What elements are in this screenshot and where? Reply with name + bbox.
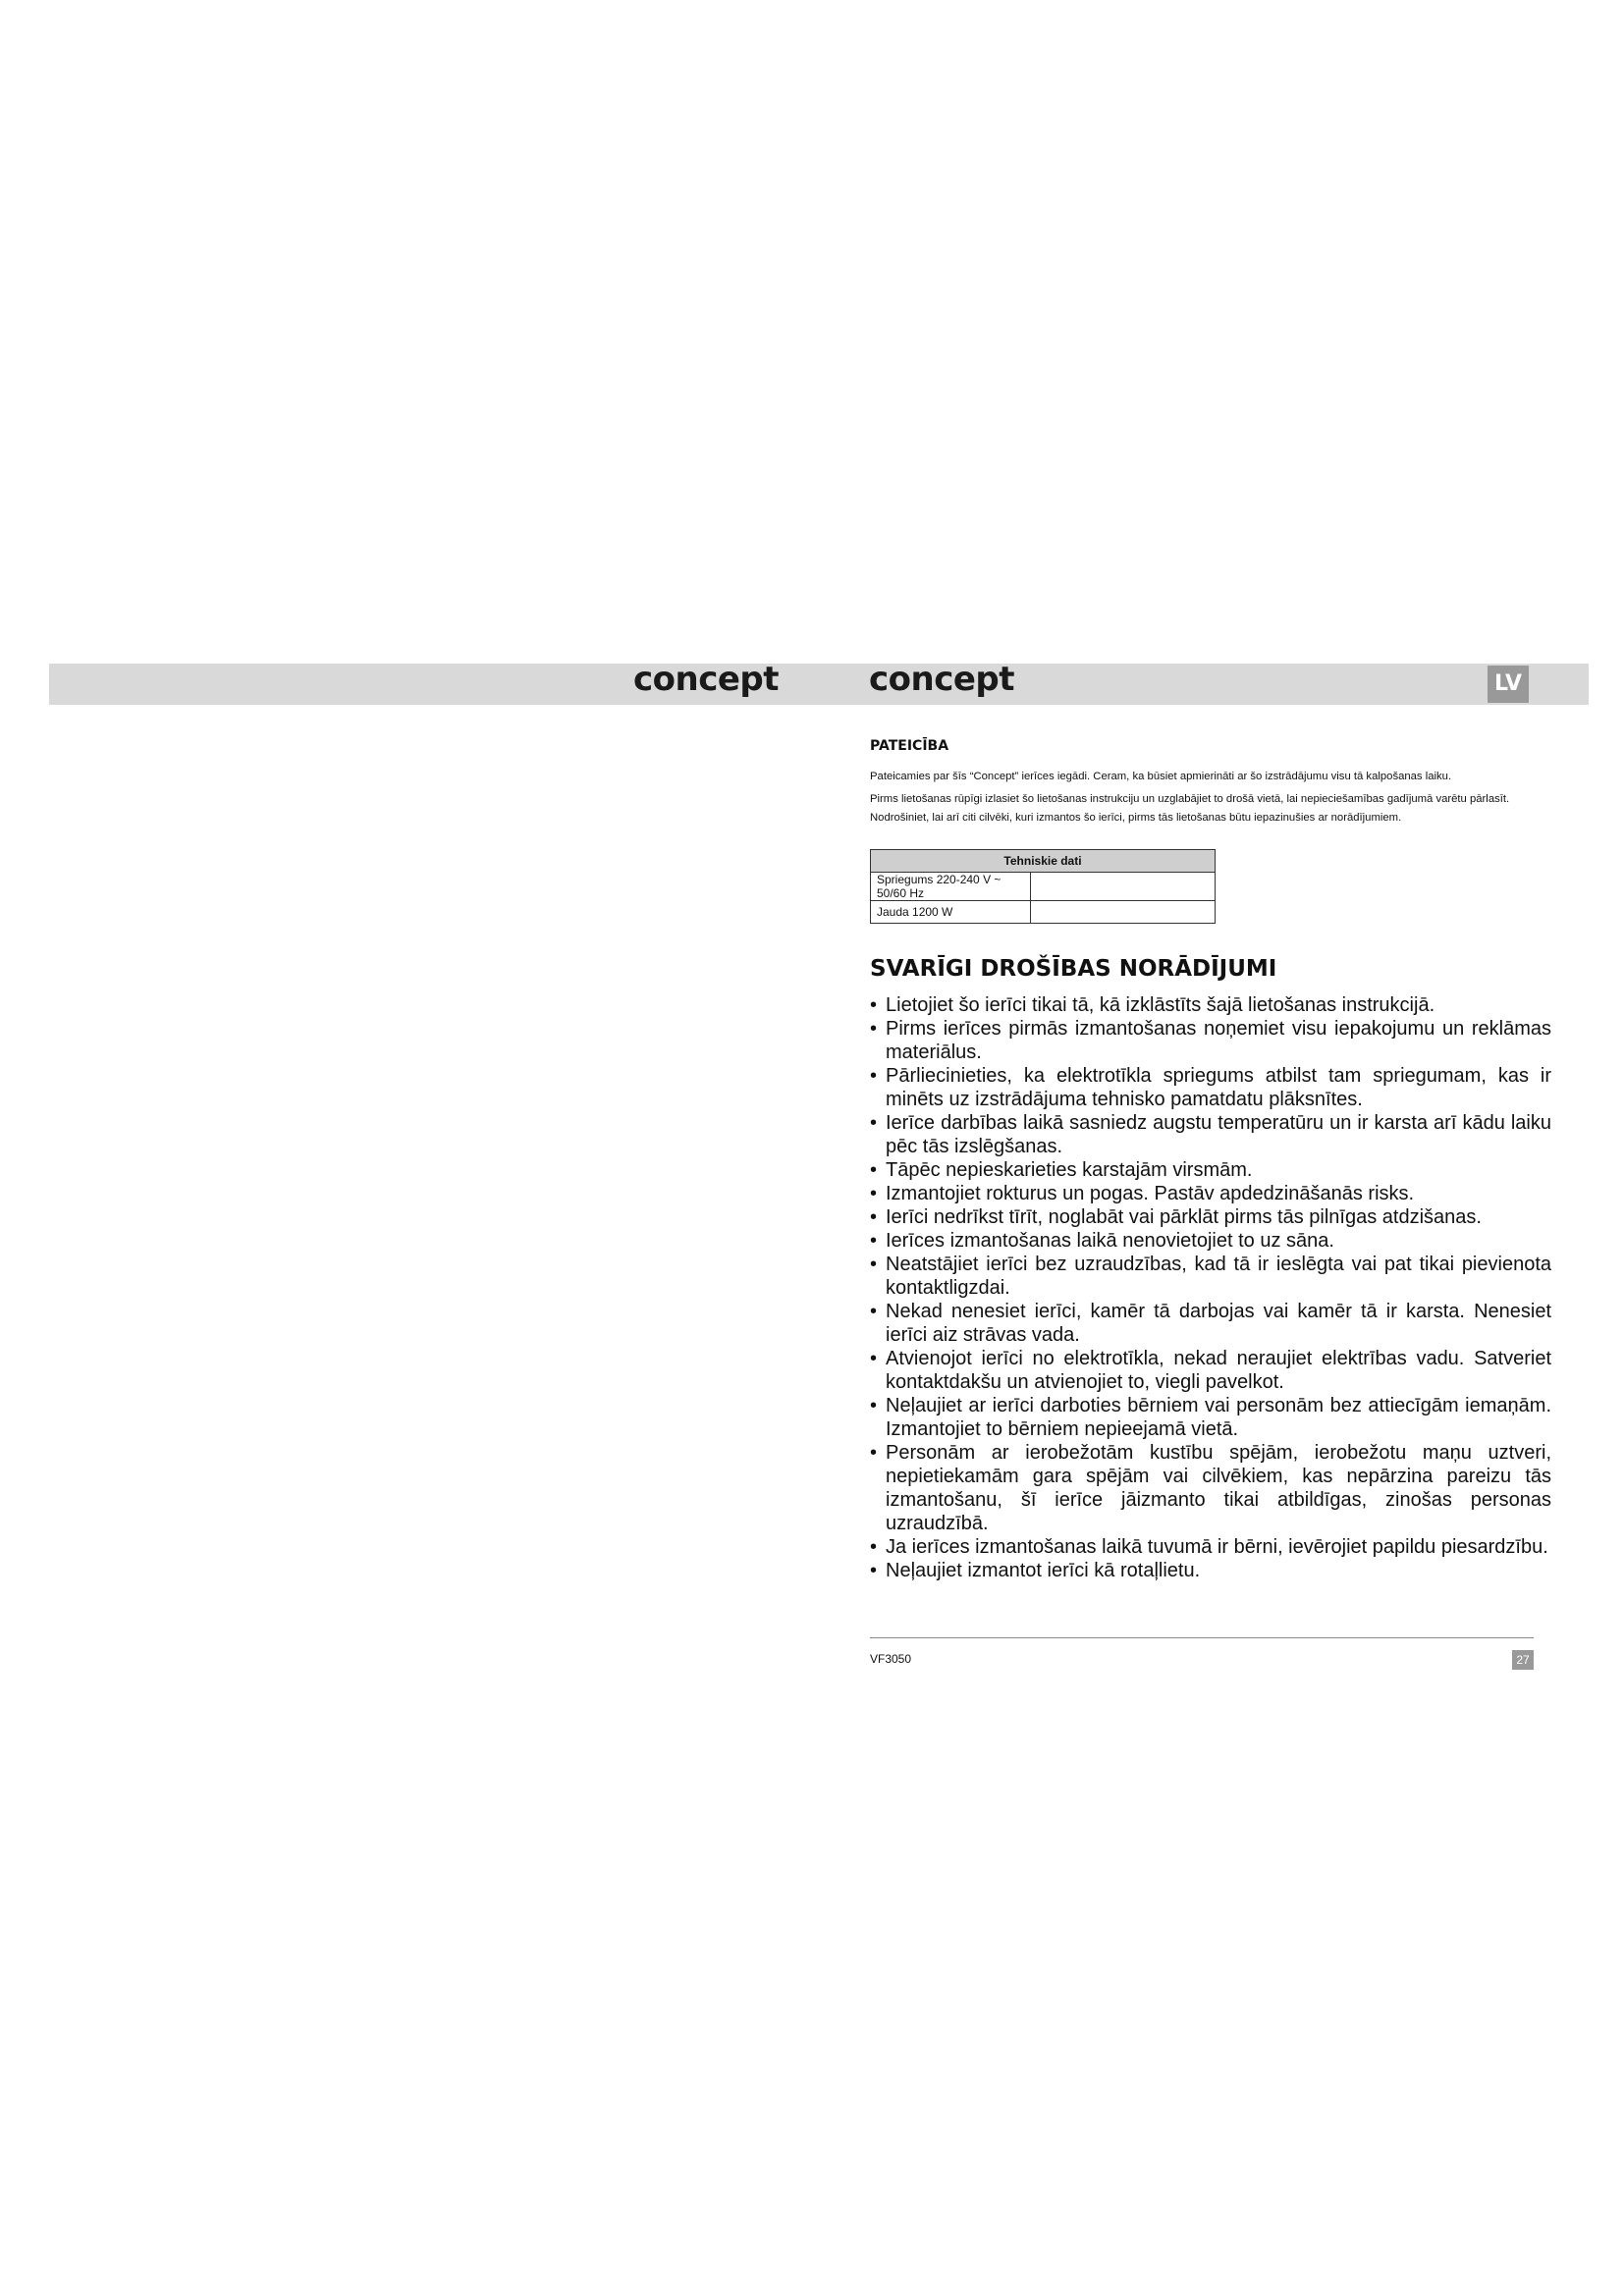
- table-row: [871, 873, 1216, 901]
- list-item: • Neļaujiet izmantot ierīci kā rotaļlietu.: [870, 1559, 1551, 1582]
- list-item: • Lietojiet šo ierīci tikai tā, kā izklāstīts šajā lietošanas instrukcijā.: [870, 993, 1551, 1017]
- list-item: • Ierīces izmantošanas laikā nenovietojiet to uz sāna.: [870, 1229, 1551, 1253]
- thanks-paragraph-2: Pirms lietošanas rūpīgi izlasiet šo lietošanas instrukciju un uzglabājiet to drošā vietā, lai nepieciešamības gadījumā varētu pārlasīt. Nodrošiniet, lai arī citi cilvēki, kuri izmantos šo ierīci, pirms tās lietošanas būtu iepazinušies ar norādījumiem.: [870, 793, 1510, 824]
- list-item: • Personām ar ierobežotām kustību spējām, ierobežotu maņu uztveri, nepietiekamām gara spējām vai cilvēkiem, kas nepārzina pareizu tās izmantošanu, šī ierīce jāizmanto tikai atbildīgas, zinošas personas uzraudzībā.: [870, 1441, 1551, 1535]
- list-item: • Izmantojiet rokturus un pogas. Pastāv apdedzināšanās risks.: [870, 1182, 1551, 1205]
- page-number: 27: [1512, 1650, 1534, 1670]
- list-item: • Ja ierīces izmantošanas laikā tuvumā ir bērni, ievērojiet papildu piesardzību.: [870, 1535, 1551, 1559]
- header-band: [49, 664, 1589, 705]
- list-item: • Pirms ierīces pirmās izmantošanas noņemiet visu iepakojumu un reklāmas materiālus.: [870, 1017, 1551, 1064]
- list-item: • Neļaujiet ar ierīci darboties bērniem vai personām bez attiecīgām iemaņām. Izmantojiet to bērniem nepieejamā vietā.: [870, 1394, 1551, 1441]
- thanks-heading: PATEICĪBA: [870, 738, 949, 754]
- spec-label-power: Jauda 1200 W: [871, 901, 1031, 924]
- specs-table: [870, 849, 1216, 924]
- list-item: • Nekad nenesiet ierīci, kamēr tā darbojas vai kamēr tā ir karsta. Nenesiet ierīci aiz strāvas vada.: [870, 1300, 1551, 1347]
- spec-value-power: [1031, 901, 1216, 924]
- thanks-paragraph-1: Pateicamies par šīs “Concept” ierīces iegādi. Ceram, ka būsiet apmierināti ar šo izstrādājumu visu tā kalpošanas laiku.: [870, 771, 1452, 782]
- list-item: • Tāpēc nepieskarieties karstajām virsmām.: [870, 1158, 1551, 1182]
- list-item: • Pārliecinieties, ka elektrotīkla spriegums atbilst tam spriegumam, kas ir minēts uz izstrādājuma tehnisko pamatdatu plāksnītes.: [870, 1064, 1551, 1111]
- list-item: • Ierīce darbības laikā sasniedz augstu temperatūru un ir karsta arī kādu laiku pēc tās izslēgšanas.: [870, 1111, 1551, 1158]
- brand-logo-right: concept: [869, 660, 1015, 699]
- safety-heading: SVARĪGI DROŠĪBAS NORĀDĪJUMI: [870, 956, 1277, 982]
- spec-value-voltage: [1031, 873, 1216, 901]
- safety-list: [870, 993, 1551, 1582]
- list-item: • Ierīci nedrīkst tīrīt, noglabāt vai pārklāt pirms tās pilnīgas atdzišanas.: [870, 1205, 1551, 1229]
- language-badge: LV: [1488, 666, 1529, 703]
- model-number: VF3050: [870, 1652, 912, 1666]
- list-item: • Atvienojot ierīci no elektrotīkla, nekad neraujiet elektrības vadu. Satveriet kontaktdakšu un atvienojiet to, viegli pavelkot.: [870, 1347, 1551, 1394]
- table-row: [871, 901, 1216, 924]
- brand-logo-left: concept: [633, 660, 780, 699]
- page-content: [870, 738, 1551, 1582]
- spec-label-voltage: Spriegums 220-240 V ~ 50/60 Hz: [871, 873, 1031, 901]
- specs-table-title: Tehniskie dati: [871, 850, 1216, 873]
- list-item: • Neatstājiet ierīci bez uzraudzības, kad tā ir ieslēgta vai pat tikai pievienota kontaktligzdai.: [870, 1253, 1551, 1300]
- footer-divider: [870, 1637, 1534, 1638]
